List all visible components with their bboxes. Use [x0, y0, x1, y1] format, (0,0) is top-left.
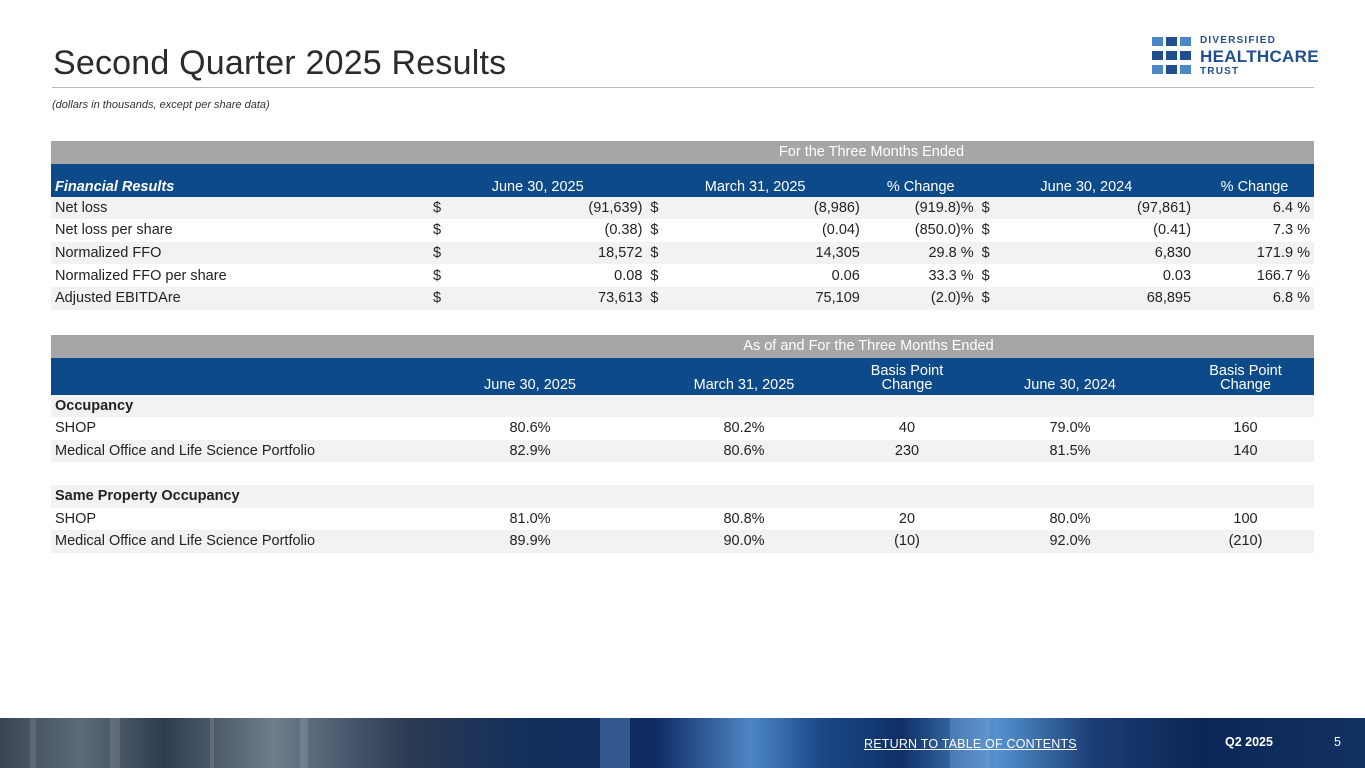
cell-value: 6,830 [1002, 242, 1195, 265]
cell-value: 92.0% [963, 530, 1177, 553]
cell-value: 40 [851, 417, 963, 440]
row-label: Net loss per share [51, 219, 429, 242]
cell-value: 80.2% [637, 417, 851, 440]
column-header: June 30, 2025 [429, 164, 646, 197]
cell-value: (91,639) [453, 197, 646, 220]
cell-value: 80.6% [637, 440, 851, 463]
percent-change: (2.0)% [864, 287, 978, 310]
page-title: Second Quarter 2025 Results [53, 44, 507, 82]
percent-change: (850.0)% [864, 219, 978, 242]
percent-change: 7.3 % [1195, 219, 1314, 242]
row-label: SHOP [51, 508, 423, 531]
currency-symbol: $ [646, 242, 670, 265]
table-row [51, 197, 1314, 220]
cell-value: 81.5% [963, 440, 1177, 463]
cell-value: (8,986) [671, 197, 864, 220]
logo-mark-icon [1152, 37, 1192, 75]
band-label: For the Three Months Ended [429, 141, 1314, 164]
column-header: % Change [1195, 164, 1314, 197]
header-row [51, 164, 1314, 197]
column-header: June 30, 2024 [963, 358, 1177, 395]
currency-symbol: $ [429, 264, 453, 287]
cell-value: 18,572 [453, 242, 646, 265]
percent-change: 166.7 % [1195, 264, 1314, 287]
cell-value: 89.9% [423, 530, 637, 553]
table-row [51, 508, 1314, 531]
row-label: Normalized FFO [51, 242, 429, 265]
row-label: Adjusted EBITDAre [51, 287, 429, 310]
quarter-label: Q2 2025 [1225, 735, 1273, 749]
cell-value: 0.08 [453, 264, 646, 287]
column-header: June 30, 2024 [978, 164, 1195, 197]
cell-value: 82.9% [423, 440, 637, 463]
company-logo [1152, 36, 1317, 76]
currency-symbol: $ [646, 264, 670, 287]
cell-value: 20 [851, 508, 963, 531]
cell-value: (0.41) [1002, 219, 1195, 242]
units-note: (dollars in thousands, except per share data) [52, 99, 270, 111]
column-header: March 31, 2025 [646, 164, 863, 197]
title-divider [52, 87, 1314, 88]
column-header: Basis Point Change [1177, 358, 1314, 395]
cell-value: (0.04) [671, 219, 864, 242]
table-row [51, 530, 1314, 553]
percent-change: 6.4 % [1195, 197, 1314, 220]
cell-value: 100 [1177, 508, 1314, 531]
cell-value: 0.03 [1002, 264, 1195, 287]
percent-change: 6.8 % [1195, 287, 1314, 310]
cell-value: (10) [851, 530, 963, 553]
cell-value: 68,895 [1002, 287, 1195, 310]
cell-value: 75,109 [671, 287, 864, 310]
table-row [51, 219, 1314, 242]
currency-symbol: $ [429, 197, 453, 220]
cell-value: 90.0% [637, 530, 851, 553]
cell-value: 0.06 [671, 264, 864, 287]
currency-symbol: $ [978, 197, 1002, 220]
section-heading-row [51, 395, 1314, 418]
cell-value: 80.8% [637, 508, 851, 531]
table-row [51, 287, 1314, 310]
currency-symbol: $ [646, 219, 670, 242]
section-heading-row [51, 485, 1314, 508]
row-label: Medical Office and Life Science Portfolio [51, 440, 423, 463]
cell-value: 80.0% [963, 508, 1177, 531]
cell-value: 79.0% [963, 417, 1177, 440]
table-row [51, 264, 1314, 287]
table-row [51, 242, 1314, 265]
footer-banner [0, 718, 1365, 768]
currency-symbol: $ [429, 287, 453, 310]
percent-change: 171.9 % [1195, 242, 1314, 265]
occupancy-table [51, 335, 1314, 553]
section-heading: Occupancy [51, 395, 1314, 418]
return-to-contents-link[interactable]: RETURN TO TABLE OF CONTENTS [864, 737, 1077, 751]
table-band [51, 141, 1314, 164]
section-label: Financial Results [51, 164, 429, 197]
currency-symbol: $ [978, 242, 1002, 265]
cell-value: 14,305 [671, 242, 864, 265]
row-label: Net loss [51, 197, 429, 220]
table-row [51, 440, 1314, 463]
page-number: 5 [1334, 735, 1341, 749]
column-header: June 30, 2025 [423, 358, 637, 395]
header-row [51, 358, 1314, 395]
currency-symbol: $ [646, 287, 670, 310]
table-band [51, 335, 1314, 358]
table-row [51, 417, 1314, 440]
row-label: Medical Office and Life Science Portfolio [51, 530, 423, 553]
row-label: Normalized FFO per share [51, 264, 429, 287]
percent-change: 29.8 % [864, 242, 978, 265]
column-header: % Change [864, 164, 978, 197]
cell-value: (97,861) [1002, 197, 1195, 220]
cell-value: 80.6% [423, 417, 637, 440]
spacer-row [51, 462, 1314, 485]
cell-value: 140 [1177, 440, 1314, 463]
percent-change: (919.8)% [864, 197, 978, 220]
currency-symbol: $ [978, 219, 1002, 242]
column-header: Basis Point Change [851, 358, 963, 395]
cell-value: 160 [1177, 417, 1314, 440]
currency-symbol: $ [646, 197, 670, 220]
cell-value: (0.38) [453, 219, 646, 242]
row-label: SHOP [51, 417, 423, 440]
cell-value: 73,613 [453, 287, 646, 310]
band-label: As of and For the Three Months Ended [423, 335, 1314, 358]
financial-results-table [51, 141, 1314, 310]
currency-symbol: $ [429, 242, 453, 265]
cell-value: (210) [1177, 530, 1314, 553]
section-heading: Same Property Occupancy [51, 485, 1314, 508]
logo-wordmark: DIVERSIFIED HEALTHCARE TRUST [1200, 35, 1319, 77]
currency-symbol: $ [978, 264, 1002, 287]
currency-symbol: $ [978, 287, 1002, 310]
percent-change: 33.3 % [864, 264, 978, 287]
column-header: March 31, 2025 [637, 358, 851, 395]
cell-value: 230 [851, 440, 963, 463]
currency-symbol: $ [429, 219, 453, 242]
cell-value: 81.0% [423, 508, 637, 531]
